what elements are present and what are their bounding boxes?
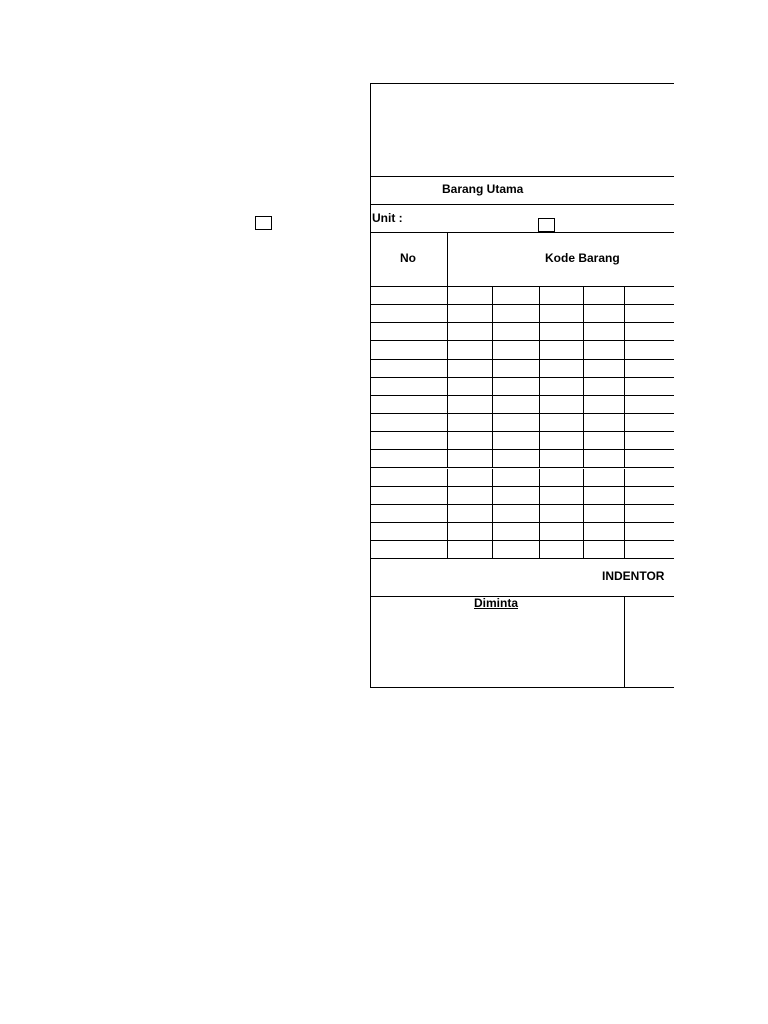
table-cell-kode[interactable]: [540, 505, 584, 523]
footer-title: INDENTOR: [602, 569, 665, 583]
table-cell-no[interactable]: [371, 360, 448, 378]
header-no: No: [400, 251, 416, 265]
table-cell-no[interactable]: [371, 432, 448, 450]
table-cell-kode[interactable]: [584, 360, 625, 378]
table-cell-kode[interactable]: [625, 360, 674, 378]
table-cell-kode[interactable]: [540, 287, 584, 305]
table-cell-kode[interactable]: [448, 323, 493, 341]
table-cell-kode[interactable]: [625, 541, 674, 559]
table-cell-kode[interactable]: [493, 450, 540, 468]
table-cell-kode[interactable]: [540, 432, 584, 450]
table-cell-no[interactable]: [371, 287, 448, 305]
table-cell-kode[interactable]: [540, 450, 584, 468]
table-cell-kode[interactable]: [584, 432, 625, 450]
table-cell-kode[interactable]: [493, 305, 540, 323]
table-cell-kode[interactable]: [493, 505, 540, 523]
table-cell-kode[interactable]: [540, 414, 584, 432]
table-cell-no[interactable]: [371, 487, 448, 505]
table-cell-kode[interactable]: [584, 523, 625, 541]
table-cell-kode[interactable]: [448, 341, 493, 359]
table-cell-kode[interactable]: [625, 341, 674, 359]
diminta-label: Diminta: [474, 596, 519, 610]
table-cell-kode[interactable]: [584, 505, 625, 523]
table-cell-kode[interactable]: [540, 487, 584, 505]
table-cell-kode[interactable]: [493, 323, 540, 341]
table-cell-kode[interactable]: [584, 414, 625, 432]
table-cell-kode[interactable]: [493, 360, 540, 378]
table-cell-kode[interactable]: [448, 360, 493, 378]
table-cell-kode[interactable]: [448, 487, 493, 505]
table-cell-no[interactable]: [371, 378, 448, 396]
table-cell-kode[interactable]: [625, 450, 674, 468]
table-cell-no[interactable]: [371, 469, 448, 487]
section-title: Barang Utama: [442, 182, 524, 196]
table-cell-kode[interactable]: [625, 287, 674, 305]
table-cell-kode[interactable]: [448, 541, 493, 559]
table-cell-no[interactable]: [371, 505, 448, 523]
table-cell-kode[interactable]: [493, 287, 540, 305]
unit-checkbox[interactable]: [538, 218, 555, 232]
table-cell-kode[interactable]: [584, 541, 625, 559]
table-cell-kode[interactable]: [584, 487, 625, 505]
table-cell-kode[interactable]: [448, 450, 493, 468]
table-cell-no[interactable]: [371, 396, 448, 414]
table-cell-kode[interactable]: [493, 469, 540, 487]
table-cell-no[interactable]: [371, 541, 448, 559]
table-cell-kode[interactable]: [540, 360, 584, 378]
table-cell-no[interactable]: [371, 414, 448, 432]
table-cell-kode[interactable]: [540, 396, 584, 414]
table-cell-kode[interactable]: [448, 432, 493, 450]
divider-footer-bottom: [371, 596, 674, 597]
table-cell-kode[interactable]: [625, 378, 674, 396]
table-cell-kode[interactable]: [493, 396, 540, 414]
table-cell-kode[interactable]: [493, 487, 540, 505]
table-cell-kode[interactable]: [625, 505, 674, 523]
table-cell-kode[interactable]: [493, 414, 540, 432]
table-cell-kode[interactable]: [493, 523, 540, 541]
table-cell-kode[interactable]: [625, 414, 674, 432]
table-cell-kode[interactable]: [448, 378, 493, 396]
table-cell-kode[interactable]: [625, 469, 674, 487]
table-cell-kode[interactable]: [625, 323, 674, 341]
unit-label: Unit :: [372, 211, 403, 225]
table-cell-kode[interactable]: [625, 396, 674, 414]
table-cell-kode[interactable]: [584, 341, 625, 359]
table-cell-kode[interactable]: [448, 414, 493, 432]
table-cell-kode[interactable]: [584, 396, 625, 414]
header-kode-barang: Kode Barang: [545, 251, 620, 265]
divider-section-bottom: [371, 204, 674, 205]
table-cell-kode[interactable]: [584, 378, 625, 396]
table-cell-no[interactable]: [371, 450, 448, 468]
table-cell-no[interactable]: [371, 305, 448, 323]
table-cell-kode[interactable]: [540, 378, 584, 396]
request-form: [370, 83, 674, 688]
table-cell-kode[interactable]: [448, 305, 493, 323]
table-cell-kode[interactable]: [540, 541, 584, 559]
table-cell-kode[interactable]: [493, 341, 540, 359]
table-cell-kode[interactable]: [540, 523, 584, 541]
table-cell-kode[interactable]: [448, 523, 493, 541]
table-cell-kode[interactable]: [584, 469, 625, 487]
table-cell-kode[interactable]: [448, 287, 493, 305]
table-cell-kode[interactable]: [625, 523, 674, 541]
table-cell-no[interactable]: [371, 523, 448, 541]
table-cell-kode[interactable]: [448, 505, 493, 523]
outer-checkbox[interactable]: [255, 216, 272, 230]
table-cell-kode[interactable]: [625, 432, 674, 450]
table-cell-kode[interactable]: [540, 323, 584, 341]
table-cell-kode[interactable]: [540, 341, 584, 359]
divider-unit-bottom: [371, 232, 674, 233]
table-cell-kode[interactable]: [493, 378, 540, 396]
table-cell-kode[interactable]: [448, 396, 493, 414]
table-cell-kode[interactable]: [584, 287, 625, 305]
table-cell-no[interactable]: [371, 341, 448, 359]
table-cell-kode[interactable]: [584, 450, 625, 468]
table-cell-no[interactable]: [371, 323, 448, 341]
table-cell-kode[interactable]: [540, 469, 584, 487]
table-cell-kode[interactable]: [448, 469, 493, 487]
table-cell-kode[interactable]: [625, 305, 674, 323]
table-cell-kode[interactable]: [584, 323, 625, 341]
table-cell-kode[interactable]: [625, 487, 674, 505]
table-cell-kode[interactable]: [540, 305, 584, 323]
table-cell-kode[interactable]: [584, 305, 625, 323]
no-column-divider: [447, 232, 448, 286]
table-cell-kode[interactable]: [493, 432, 540, 450]
signature-divider: [624, 596, 625, 688]
table-cell-kode[interactable]: [493, 541, 540, 559]
divider-header-bottom: [371, 176, 674, 177]
